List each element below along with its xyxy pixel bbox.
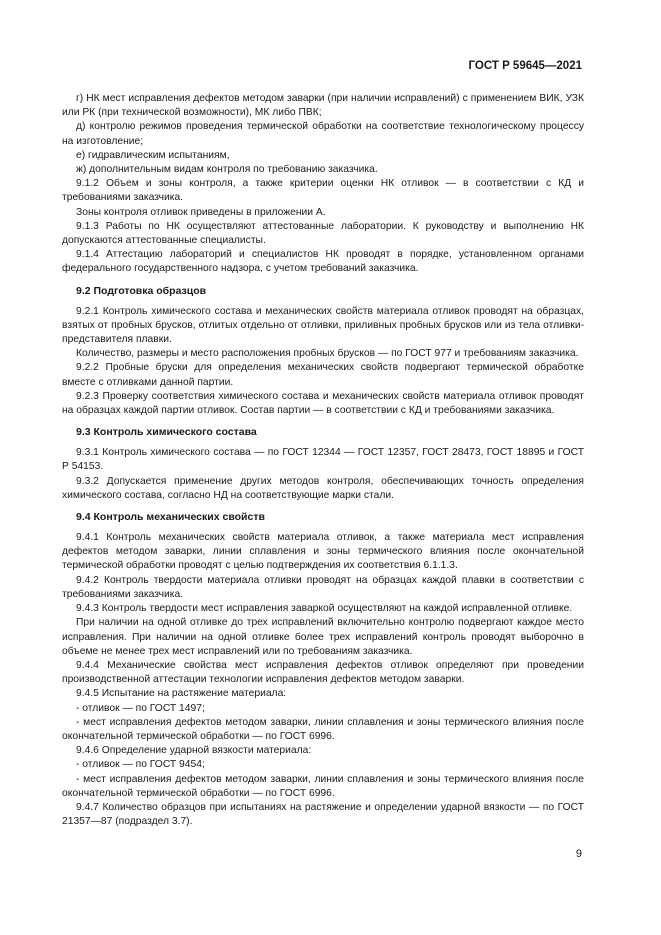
section-heading-9-3: 9.3 Контроль химического состава <box>76 426 257 439</box>
paragraph: 9.4.7 Количество образцов при испытаниях на растяжение и определении ударной вязкости — по ГОСТ 21357—87 (подраздел 3.7). <box>62 801 584 828</box>
paragraph: 9.3.1 Контроль химического состава — по ГОСТ 12344 — ГОСТ 12357, ГОСТ 28473, ГОСТ 18895 и ГОСТ Р 54153. <box>62 447 584 473</box>
list-item: - мест исправления дефектов методом заварки, линии сплавления и зоны термического влияния после окончательной термической обработки — по ГОСТ 6996. <box>62 716 584 742</box>
paragraph: 9.2.2 Пробные бруски для определения механических свойств подвергают термической обработке вместе с отливками данной партии. <box>62 362 584 388</box>
paragraph: 9.4.1 Контроль механических свойств материала отливок, а также материала мест исправления дефектов методом заварки, линии сплавления и зоны термического влияния после окончательной термической обработки проводят с целью подтверждения их соответствия 6.1.1.3. <box>62 532 584 572</box>
document-code-header: ГОСТ Р 59645—2021 <box>468 60 582 72</box>
paragraph: Зоны контроля отливок приведены в приложении А. <box>76 206 326 218</box>
paragraph: 9.2.3 Проверку соответствия химического состава и механических свойств материала отливок проводят на образцах каждой партии отливок. Состав партии — в соответствии с КД и требованиями заказчика. <box>62 390 584 417</box>
section-heading-9-4: 9.4 Контроль механических свойств <box>76 511 265 524</box>
paragraph: 9.2.1 Контроль химического состава и механических свойств материала отливок проводят на образцах, взятых от пробных брусков, отлитых отдельно от отливки, приливных пробных брусков или из тела отливки-представителя плавки. <box>62 305 584 346</box>
paragraph: 9.1.2 Объем и зоны контроля, а также критерии оценки НК отливок — в соответствии с КД и требованиями заказчика. <box>62 178 584 204</box>
list-item: - мест исправления дефектов методом заварки, линии сплавления и зоны термического влияния после окончательной термической обработки — по ГОСТ 6996. <box>62 773 584 799</box>
paragraph: Количество, размеры и место расположения пробных брусков — по ГОСТ 977 и требованиям заказчика. <box>76 348 579 360</box>
paragraph: д) контролю режимов проведения термической обработки на соответствие технологическому процессу на изготовление; <box>62 121 584 147</box>
page-number: 9 <box>575 848 582 860</box>
section-heading-9-2: 9.2 Подготовка образцов <box>76 284 207 297</box>
paragraph: 9.1.3 Работы по НК осуществляют аттестованные лаборатории. К руководству и выполнению НК допускаются аттестованные специалисты. <box>62 220 584 247</box>
paragraph: г) НК мест исправления дефектов методом заварки (при наличии исправлений) с применением ВИК, УЗК или РК (при технической возможности), МК либо ПВК; <box>62 93 584 119</box>
paragraph: 9.4.3 Контроль твердости мест исправления заваркой осуществляют на каждой исправленной отливке. <box>76 603 573 615</box>
list-item: - отливок — по ГОСТ 1497; <box>76 702 205 714</box>
paragraph: 9.4.4 Механические свойства мест исправления дефектов отливок определяют при проведении производственной аттестации технологии исправления дефектов методом заварки. <box>62 659 584 686</box>
document-body <box>62 92 584 829</box>
paragraph: 9.1.4 Аттестацию лабораторий и специалистов НК проводят в порядке, установленном органами федерального государственного надзора, с учетом требований заказчика. <box>62 249 584 275</box>
paragraph: ж) дополнительным видам контроля по требованию заказчика. <box>76 164 378 176</box>
paragraph: 9.3.2 Допускается применение других методов контроля, обеспечивающих точность определения химического состава, согласно НД на соответствующие марки стали. <box>62 475 584 501</box>
paragraph: 9.4.5 Испытание на растяжение материала: <box>76 688 287 700</box>
paragraph: 9.4.2 Контроль твердости материала отливки проводят на образцах каждой плавки в соответствии с требованиями заказчика. <box>62 574 584 600</box>
paragraph: е) гидравлическим испытаниям, <box>76 149 230 161</box>
paragraph: 9.4.6 Определение ударной вязкости материала: <box>76 745 312 757</box>
list-item: - отливок — по ГОСТ 9454; <box>76 759 205 771</box>
paragraph: При наличии на одной отливке до трех исправлений включительно контролю подвергают каждое место исправления. При наличии на одной отливке более трех исправлений контроль проводят выборочно в объеме не менее трех мест исправлений или по требованиям заказчика. <box>62 617 584 657</box>
